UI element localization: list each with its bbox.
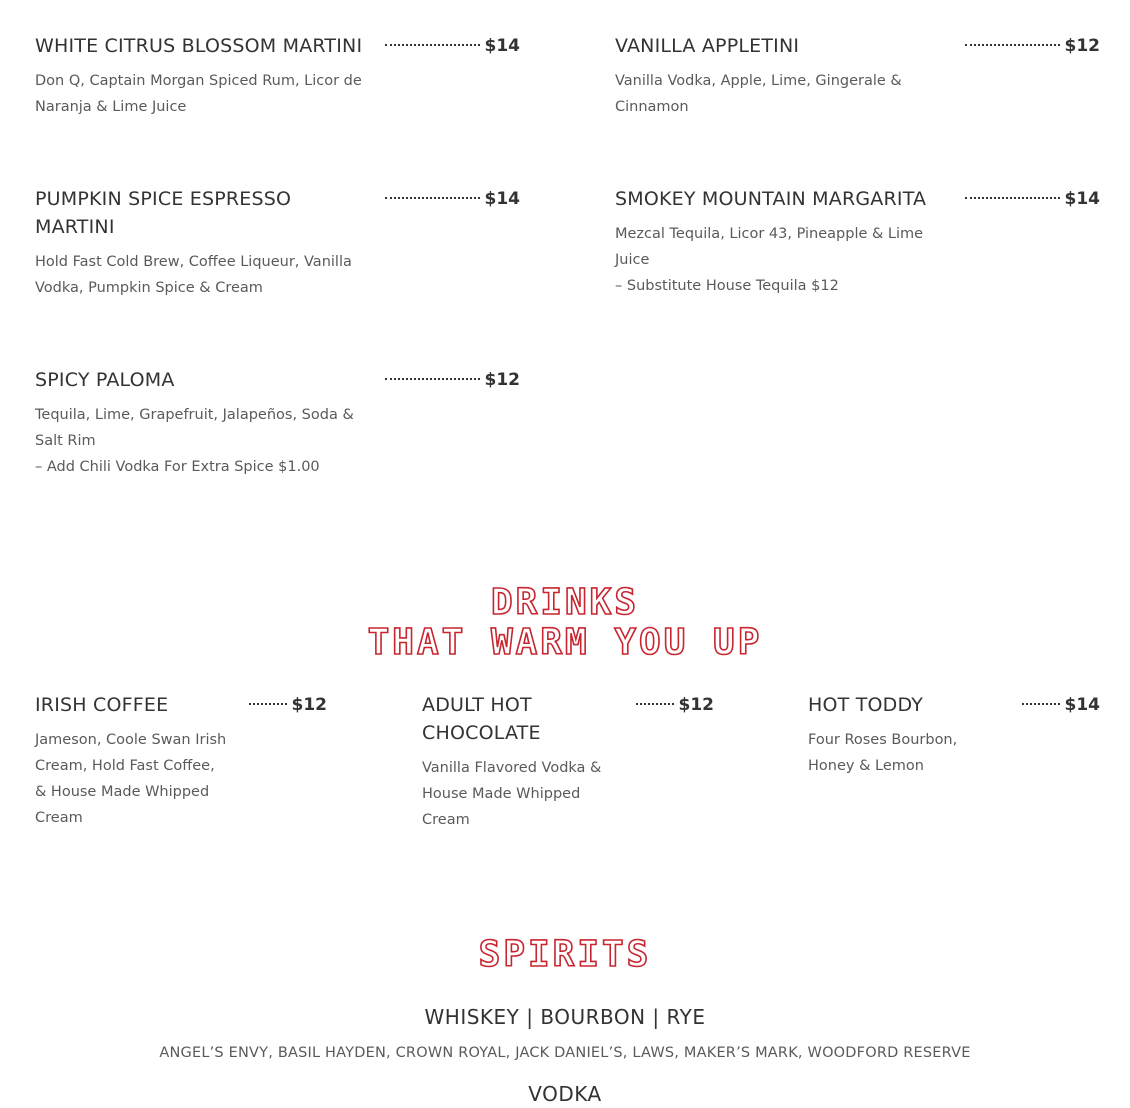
- item-description: Don Q, Captain Morgan Spiced Rum, Licor de Naranja & Lime Juice: [35, 73, 362, 115]
- item-name: HOT TODDY: [808, 694, 924, 716]
- item-description: Mezcal Tequila, Licor 43, Pineapple & Lime Juice: [615, 226, 924, 268]
- item-description: Tequila, Lime, Grapefruit, Jalapeños, Soda & Salt Rim: [35, 407, 354, 449]
- section-title-warm-drinks-line2: THAT WARM YOU UP: [367, 622, 763, 663]
- menu-item-pumpkin-spice-espresso-martini: [35, 185, 520, 301]
- menu-item-irish-coffee: [35, 691, 327, 831]
- item-note: – Add Chili Vodka For Extra Spice $1.00: [35, 459, 320, 475]
- item-description: Vanilla Vodka, Apple, Lime, Gingerale & Cinnamon: [615, 73, 902, 115]
- item-name: PUMPKIN SPICE ESPRESSO MARTINI: [35, 188, 292, 238]
- menu-item-vanilla-appletini: [615, 32, 1100, 120]
- item-description: Vanilla Flavored Vodka & House Made Whipped Cream: [422, 760, 602, 828]
- section-title-warm-drinks-line1: DRINKS: [490, 582, 640, 623]
- item-name: SPICY PALOMA: [35, 369, 175, 391]
- menu-item-hot-toddy: [808, 691, 1100, 779]
- price-leader-dots: [965, 197, 1060, 199]
- menu-item-adult-hot-chocolate: [422, 691, 714, 833]
- price-leader-dots: [1022, 703, 1060, 705]
- item-price: $12: [678, 695, 714, 715]
- item-name: ADULT HOT CHOCOLATE: [422, 694, 541, 744]
- item-note: – Substitute House Tequila $12: [615, 278, 839, 294]
- price-leader-dots: [249, 703, 287, 705]
- item-description: Four Roses Bourbon, Honey & Lemon: [808, 732, 958, 774]
- price-leader-dots: [385, 378, 480, 380]
- item-description: Hold Fast Cold Brew, Coffee Liqueur, Vanilla Vodka, Pumpkin Spice & Cream: [35, 254, 352, 296]
- item-price: $12: [1064, 36, 1100, 56]
- spirit-heading-whiskey: WHISKEY | BOURBON | RYE: [424, 1005, 706, 1029]
- item-name: SMOKEY MOUNTAIN MARGARITA: [615, 188, 927, 210]
- item-name: WHITE CITRUS BLOSSOM MARTINI: [35, 35, 363, 57]
- menu-item-smokey-mountain-margarita: [615, 185, 1100, 299]
- spirit-list-whiskey: ANGEL’S ENVY, BASIL HAYDEN, CROWN ROYAL, JACK DANIEL’S, LAWS, MAKER’S MARK, WOODFORD RESERVE: [159, 1045, 971, 1061]
- price-leader-dots: [636, 703, 674, 705]
- item-price: $12: [484, 370, 520, 390]
- section-title-spirits: SPIRITS: [478, 934, 652, 975]
- item-price: $14: [1064, 189, 1100, 209]
- price-leader-dots: [965, 44, 1060, 46]
- price-leader-dots: [385, 44, 480, 46]
- item-name: IRISH COFFEE: [35, 694, 169, 716]
- item-description: Jameson, Coole Swan Irish Cream, Hold Fast Coffee, & House Made Whipped Cream: [35, 732, 227, 826]
- item-name: VANILLA APPLETINI: [615, 35, 800, 57]
- item-price: $12: [291, 695, 327, 715]
- price-leader-dots: [385, 197, 480, 199]
- item-price: $14: [1064, 695, 1100, 715]
- item-price: $14: [484, 189, 520, 209]
- menu-item-spicy-paloma: [35, 366, 520, 480]
- menu-item-white-citrus-blossom-martini: [35, 32, 520, 120]
- item-price: $14: [484, 36, 520, 56]
- spirit-heading-vodka: VODKA: [528, 1082, 602, 1106]
